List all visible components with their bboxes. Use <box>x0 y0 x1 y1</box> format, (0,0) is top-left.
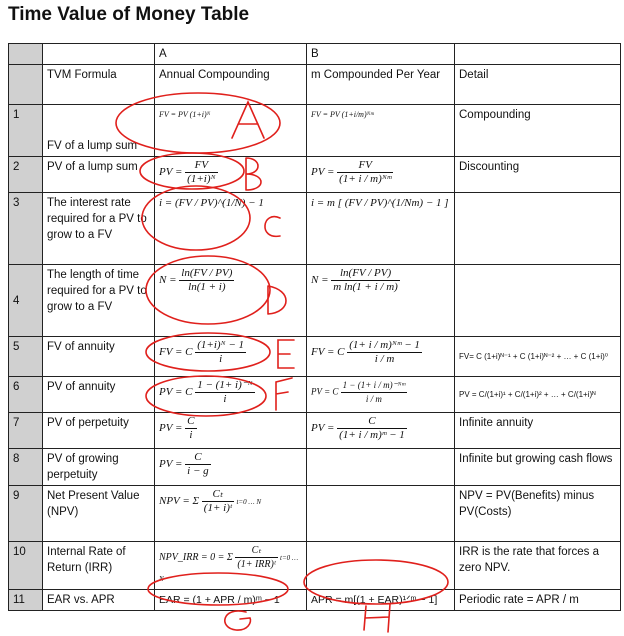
fraction-denominator: m ln(1 + i / m) <box>333 281 398 293</box>
row-formula-name: EAR vs. APR <box>43 590 155 611</box>
row-number: 5 <box>9 337 43 377</box>
fraction <box>341 379 408 406</box>
formula-m-comp <box>307 157 455 193</box>
row-formula-name: FV of annuity <box>43 337 155 377</box>
row-formula-name: PV of growing perpetuity <box>43 449 155 486</box>
fraction-denominator: i / m <box>374 353 395 365</box>
table-row <box>9 590 621 611</box>
formula-m-comp <box>307 377 455 413</box>
formula-lhs: FV = C <box>159 346 193 359</box>
formula-lhs: FV = C <box>311 346 345 359</box>
formula-annual <box>155 377 307 413</box>
column-letter-row <box>9 44 621 65</box>
header-blank-2 <box>455 44 621 65</box>
formula-annual <box>155 337 307 377</box>
fraction-numerator: C <box>185 451 210 465</box>
formula-annual <box>155 449 307 486</box>
formula-annual <box>155 265 307 337</box>
table-row <box>9 413 621 449</box>
formula-annual: i = (FV / PV)^(1/N) − 1 <box>155 193 307 265</box>
row-number: 6 <box>9 377 43 413</box>
formula-lhs: N = <box>311 274 329 287</box>
fraction-denominator: (1+ i / m)ᵐ − 1 <box>339 429 405 441</box>
fraction-denominator: i <box>223 393 227 405</box>
row-detail: PV = C/(1+i)¹ + C/(1+i)² + … + C/(1+i)ᴺ <box>455 377 621 413</box>
fraction <box>185 415 196 442</box>
formula-annual <box>155 542 307 590</box>
row-number: 8 <box>9 449 43 486</box>
formula-lhs: N = <box>159 274 177 287</box>
fraction-denominator: ln(1 + i) <box>188 281 226 293</box>
row-detail <box>455 193 621 265</box>
header-num <box>9 65 43 105</box>
formula-lhs: PV = <box>311 422 335 435</box>
row-formula-name: PV of annuity <box>43 377 155 413</box>
table-row <box>9 542 621 590</box>
row-detail <box>455 265 621 337</box>
formula-m-comp <box>307 542 455 590</box>
formula-annual: FV = PV (1+i)ᴺ <box>155 105 307 157</box>
table-row <box>9 105 621 157</box>
fraction-numerator: 1 − (1+ i)⁻ᴺ <box>197 379 253 391</box>
table-row <box>9 449 621 486</box>
formula-lhs: PV = C <box>311 386 339 397</box>
row-detail: Compounding <box>455 105 621 157</box>
fraction-denominator: i <box>219 353 223 365</box>
formula-annual <box>155 413 307 449</box>
fraction-denominator: (1+ i)ᵗ <box>203 502 232 514</box>
formula-m-comp <box>307 413 455 449</box>
fraction-denominator: i − g <box>187 465 209 477</box>
row-number: 2 <box>9 157 43 193</box>
row-formula-name: Net Present Value (NPV) <box>43 486 155 542</box>
row-number: 4 <box>9 265 43 337</box>
formula-lhs: PV = <box>159 458 183 471</box>
formula-annual: EAR = (1 + APR / m)ᵐ − 1 <box>155 590 307 611</box>
row-detail: Discounting <box>455 157 621 193</box>
table-row <box>9 193 621 265</box>
row-detail: Periodic rate = APR / m <box>455 590 621 611</box>
fraction <box>202 488 234 515</box>
fraction-numerator: ln(FV / PV) <box>331 267 400 281</box>
formula-lhs: PV = <box>159 422 183 435</box>
formula-lhs: NPV_IRR = 0 = Σ <box>159 551 233 563</box>
row-formula-name: The length of time required for a PV to grow to a FV <box>43 265 155 337</box>
fraction-numerator: Cₜ <box>235 544 277 558</box>
row-number: 9 <box>9 486 43 542</box>
formula-m-comp <box>307 486 455 542</box>
fraction <box>185 451 210 478</box>
row-formula-name: The interest rate required for a PV to grow to a FV <box>43 193 155 265</box>
formula-lhs: PV = <box>311 166 335 179</box>
row-detail: Infinite annuity <box>455 413 621 449</box>
fraction <box>347 339 422 366</box>
row-formula-name: FV of a lump sum <box>43 105 155 157</box>
fraction-numerator: (1+ i / m)ᴺᵐ − 1 <box>349 339 420 351</box>
row-number: 1 <box>9 105 43 157</box>
header-annual: Annual Compounding <box>155 65 307 105</box>
formula-m-comp: i = m [ (FV / PV)^(1/Nm) − 1 ] <box>307 193 455 265</box>
header-m-comp: m Compounded Per Year <box>307 65 455 105</box>
row-number: 11 <box>9 590 43 611</box>
row-detail: FV= C (1+i)ᴺ⁻¹ + C (1+i)ᴺ⁻² + … + C (1+i)⁰ <box>455 337 621 377</box>
summation-limits: t=0 … N <box>236 498 262 507</box>
header-detail: Detail <box>455 65 621 105</box>
header-formula: TVM Formula <box>43 65 155 105</box>
column-letter-a: A <box>155 44 307 65</box>
fraction-numerator: 1 − (1+ i / m)⁻ᴺᵐ <box>341 379 408 393</box>
fraction <box>195 339 246 366</box>
annotation-letter-g <box>225 611 251 630</box>
fraction-denominator: i <box>189 429 193 441</box>
fraction-numerator: C <box>187 415 195 427</box>
row-formula-name: PV of perpetuity <box>43 413 155 449</box>
formula-annual <box>155 157 307 193</box>
table-row <box>9 157 621 193</box>
table-row <box>9 486 621 542</box>
fraction-numerator: FV <box>185 159 217 173</box>
row-number: 3 <box>9 193 43 265</box>
fraction-numerator: (1+i)ᴺ − 1 <box>197 339 245 351</box>
row-detail: NPV = PV(Benefits) minus PV(Costs) <box>455 486 621 542</box>
header-corner <box>9 44 43 65</box>
fraction <box>179 267 234 294</box>
fraction <box>337 415 407 442</box>
table-row <box>9 337 621 377</box>
table-row <box>9 377 621 413</box>
row-detail: IRR is the rate that forces a zero NPV. <box>455 542 621 590</box>
fraction-numerator: FV <box>337 159 393 173</box>
fraction <box>185 159 217 186</box>
formula-m-comp <box>307 337 455 377</box>
fraction <box>337 159 393 186</box>
column-header-row <box>9 65 621 105</box>
tvm-table <box>8 43 621 611</box>
formula-lhs: PV = <box>159 166 183 179</box>
fraction <box>331 267 400 294</box>
row-number: 7 <box>9 413 43 449</box>
fraction-denominator: (1+i)ᴺ <box>187 173 216 185</box>
row-formula-name: PV of a lump sum <box>43 157 155 193</box>
row-detail: Infinite but growing cash flows <box>455 449 621 486</box>
formula-annual <box>155 486 307 542</box>
formula-m-comp: FV = PV (1+i/m)ᴺᵐ <box>307 105 455 157</box>
row-formula-name: Internal Rate of Return (IRR) <box>43 542 155 590</box>
formula-m-comp: APR = m[(1 + EAR)¹ᐟᵐ − 1] <box>307 590 455 611</box>
summation-limits: t=0 … N <box>159 553 299 583</box>
row-number: 10 <box>9 542 43 590</box>
fraction-numerator: ln(FV / PV) <box>181 267 233 279</box>
fraction-numerator: Cₜ <box>202 488 234 502</box>
header-blank <box>43 44 155 65</box>
fraction-denominator: i / m <box>365 394 382 404</box>
fraction <box>235 544 277 571</box>
fraction-numerator: C <box>337 415 407 429</box>
fraction-denominator: (1+ i / m)ᴺᵐ <box>339 173 392 185</box>
formula-lhs: NPV = Σ <box>159 495 200 508</box>
column-letter-b: B <box>307 44 455 65</box>
table-row <box>9 265 621 337</box>
formula-m-comp <box>307 265 455 337</box>
formula-m-comp <box>307 449 455 486</box>
formula-lhs: PV = C <box>159 386 193 399</box>
fraction <box>195 379 254 406</box>
fraction-denominator: (1+ IRR)ᵗ <box>237 559 276 570</box>
page-title: Time Value of Money Table <box>8 4 250 25</box>
